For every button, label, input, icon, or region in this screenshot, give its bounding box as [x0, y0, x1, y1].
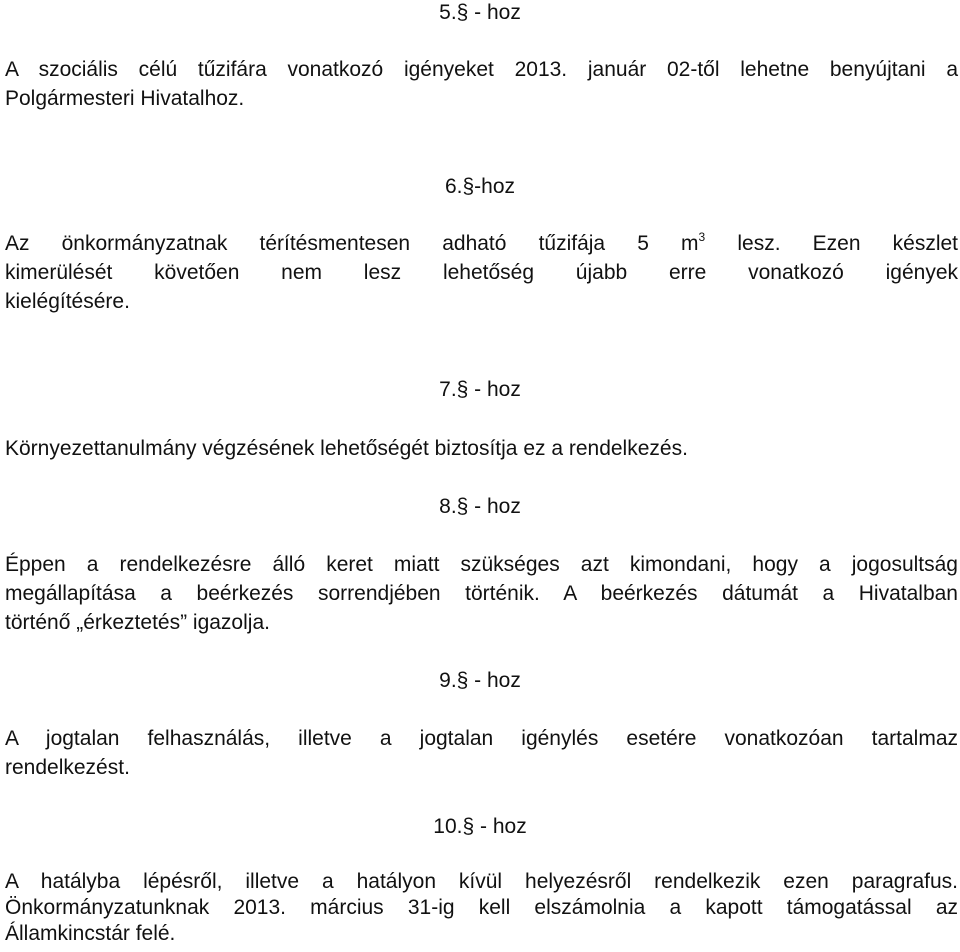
- text-line: A szociális célú tűzifára vonatkozó igényeket 2013. január 02-től lehetne benyújtani a: [5, 58, 958, 81]
- text-line: [5, 229, 958, 258]
- text-line: kimerülését követően nem lesz lehetőség újabb erre vonatkozó igények: [5, 261, 958, 284]
- section-5-text: [5, 55, 958, 113]
- text-line: A hatályba lépésről, illetve a hatályon kívül helyezésről rendelkezik ezen paragrafus.: [5, 870, 958, 893]
- text-line: Polgármesteri Hivatalhoz.: [5, 87, 245, 110]
- text-line: rendelkezést.: [5, 756, 130, 779]
- section-6-heading: 6.§-hoz: [444, 175, 516, 198]
- text-line: Államkincstár felé.: [5, 922, 176, 945]
- section-5-heading: 5.§ - hoz: [439, 1, 521, 24]
- section-9-text: [5, 724, 958, 782]
- text-run: lesz. Ezen készlet: [705, 232, 958, 255]
- text-line: Éppen a rendelkezésre álló keret miatt szükséges azt kimondani, hogy a jogosultság: [5, 553, 958, 576]
- text-line: Önkormányzatunknak 2013. március 31-ig kell elszámolnia a kapott támogatással az: [5, 896, 958, 919]
- text-line: kielégítésére.: [5, 290, 130, 313]
- text-line: történő „érkeztetés” igazolja.: [5, 611, 270, 634]
- text-line: Környezettanulmány végzésének lehetőségét biztosítja ez a rendelkezés.: [5, 437, 688, 460]
- section-8-heading: 8.§ - hoz: [439, 495, 521, 518]
- section-8-text: [5, 550, 958, 637]
- section-7-text: [5, 434, 958, 463]
- superscript: 3: [698, 230, 706, 244]
- section-7-heading: 7.§ - hoz: [439, 378, 521, 401]
- text-run: Az önkormányzatnak térítésmentesen adható tűzifája 5 m: [5, 232, 699, 255]
- text-line: A jogtalan felhasználás, illetve a jogtalan igénylés esetére vonatkozóan tartalmaz: [5, 727, 958, 750]
- section-10-heading: 10.§ - hoz: [433, 815, 527, 838]
- section-6-text: [5, 229, 958, 316]
- section-10-text: [5, 869, 958, 947]
- section-9-heading: 9.§ - hoz: [439, 669, 521, 692]
- text-line: megállapítása a beérkezés sorrendjében történik. A beérkezés dátumát a Hivatalban: [5, 582, 958, 605]
